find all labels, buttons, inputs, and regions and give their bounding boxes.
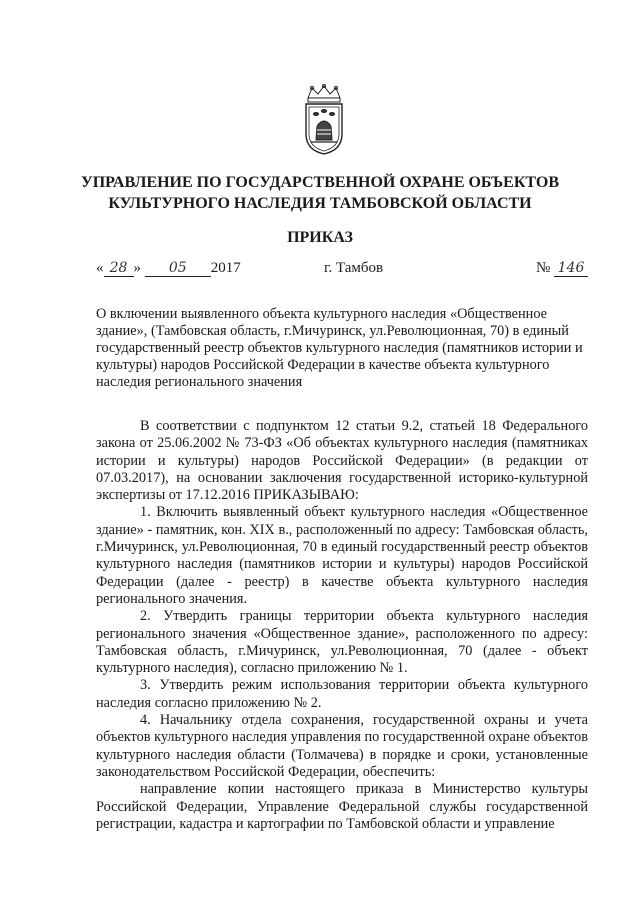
paragraph-item-4: 4. Начальнику отдела сохранения, государственной охраны и учета объектов культурного наследия управления по государственной охране объектов культурного наследия области (Толмачева) в порядке и сроки, установленные законодательством Российской Федерации, обеспечить:	[96, 712, 588, 780]
number-value: 146	[554, 260, 588, 277]
paragraph-item-1: 1. Включить выявленный объект культурного наследия «Общественное здание» - памятник, кон. XIX в., расположенный по адресу: Тамбовская область, г.Мичуринск, ул.Революционная, 70 в единый государственный реестр объектов культурного наследия (памятников истории и культуры) народов Российской Федерации (далее - реестр) в качестве объекта культурного наследия регионального значения.	[96, 504, 588, 607]
paragraph-item-2: 2. Утвердить границы территории объекта культурного наследия регионального значения «Общественное здание», расположенного по адресу: Тамбовская область, г.Мичуринск, ул.Революционная, 70 (далее - объект культурного наследия), согласно приложению № 1.	[96, 608, 588, 677]
tambov-coat-of-arms-icon	[298, 84, 350, 156]
date-close-quote: »	[133, 260, 141, 276]
date-year: 2017	[210, 260, 241, 276]
date-month: 05	[145, 260, 211, 277]
organization-name: УПРАВЛЕНИЕ ПО ГОСУДАРСТВЕННОЙ ОХРАНЕ ОБЪЕКТОВ КУЛЬТУРНОГО НАСЛЕДИЯ ТАМБОВСКОЙ ОБЛАСТИ	[80, 174, 559, 212]
number-prefix: №	[535, 260, 551, 276]
order-date	[96, 260, 241, 277]
document-type-title: ПРИКАЗ	[287, 229, 353, 246]
order-body	[96, 418, 588, 833]
paragraph-item-4-detail: направление копии настоящего приказа в Министерство культуры Российской Федерации, Управление Федеральной службы государственной регистрации, кадастра и картографии по Тамбовской области и управление	[96, 781, 588, 832]
order-number	[536, 260, 588, 277]
order-meta-row	[96, 260, 588, 284]
date-open-quote: «	[96, 260, 104, 276]
paragraph-item-3: 3. Утвердить режим использования территории объекта культурного наследия согласно приложению № 2.	[96, 677, 588, 711]
order-subject: О включении выявленного объекта культурного наследия «Общественное здание», (Тамбовская область, г.Мичуринск, ул.Революционная, 70) в единый государственный реестр объектов культурного наследия (памятников истории и культуры) народов Российской Федерации в качестве объекта культурного наследия регионального значения	[96, 306, 583, 390]
paragraph-preamble: В соответствии с подпунктом 12 статьи 9.2, статьей 18 Федерального закона от 25.06.2002 № 73-ФЗ «Об объектах культурного наследия (памятниках истории и культуры) народов Российской Федерации» (в редакции от 07.03.2017), на основании заключения государственной историко-культурной экспертизы от 17.12.2016 ПРИКАЗЫВАЮ:	[96, 418, 588, 504]
date-day: 28	[104, 260, 134, 277]
order-city: г. Тамбов	[324, 260, 384, 276]
